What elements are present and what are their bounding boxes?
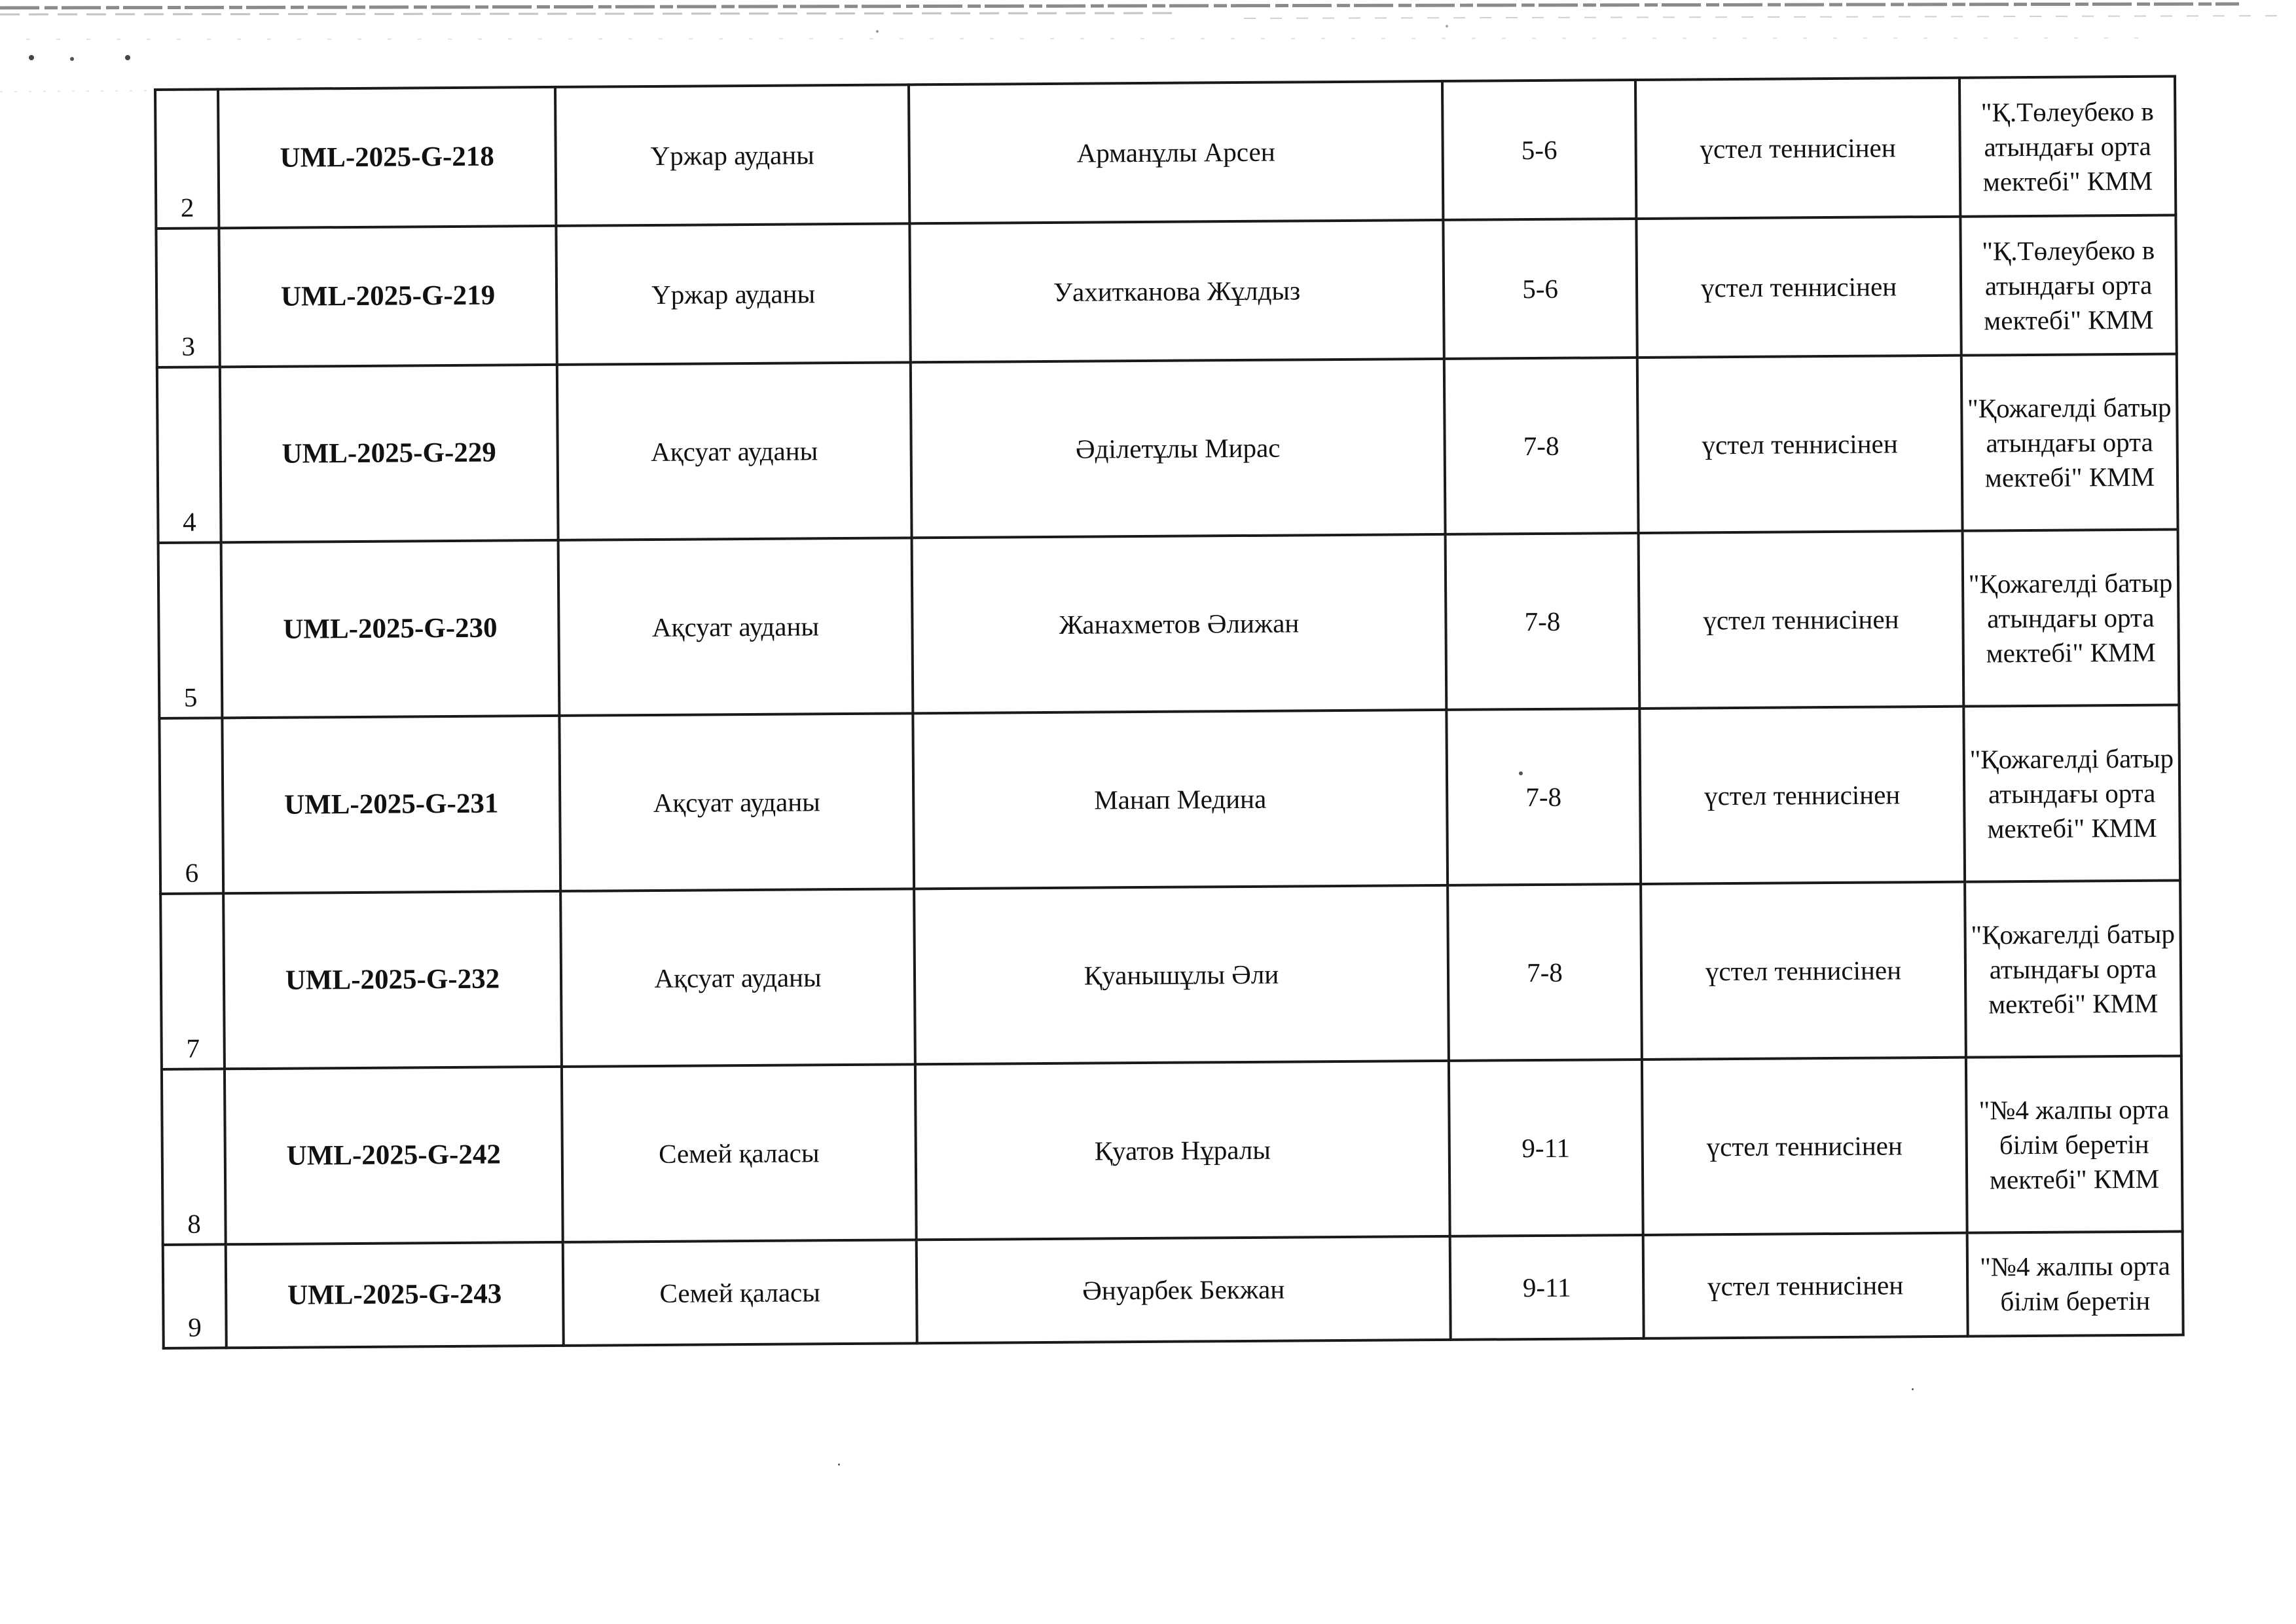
grade: 9-11	[1449, 1060, 1643, 1236]
grade: 9-11	[1450, 1235, 1644, 1340]
subject: үстел теннисінен	[1635, 78, 1960, 219]
school	[1967, 1231, 2183, 1336]
subject: үстел теннисінен	[1636, 217, 1961, 358]
row-number: 9	[163, 1244, 227, 1348]
participant-code: UML-2025-G-243	[226, 1242, 564, 1348]
subject: үстел теннисінен	[1643, 1233, 1968, 1338]
row-number: 7	[160, 893, 225, 1069]
grade: 5-6	[1442, 80, 1636, 220]
subject: үстел теннисінен	[1642, 1058, 1967, 1235]
district: Үржар ауданы	[555, 84, 909, 226]
table-row	[162, 1056, 2183, 1244]
participant-name: Жанахметов Әлижан	[912, 534, 1447, 713]
school-text: "Қожагелді батыр атындағы орта мектебі" КММ	[1969, 743, 2174, 843]
table-row	[157, 354, 2178, 543]
district: Ақсуат ауданы	[559, 713, 914, 891]
school	[1966, 1056, 2183, 1232]
participant-name: Әділетұлы Мирас	[911, 359, 1446, 538]
row-number: 2	[155, 89, 219, 229]
participant-name: Уахитканова Жұлдыз	[909, 220, 1444, 362]
participant-code: UML-2025-G-231	[222, 716, 560, 893]
participant-code: UML-2025-G-242	[225, 1067, 563, 1244]
subject: үстел теннисінен	[1641, 882, 1966, 1060]
scan-speck	[1519, 771, 1523, 775]
subject: үстел теннисінен	[1637, 356, 1963, 533]
school	[1963, 530, 2179, 707]
district: Ақсуат ауданы	[560, 889, 915, 1067]
school	[1960, 215, 2176, 356]
school	[1959, 77, 2176, 217]
grade: 7-8	[1446, 709, 1641, 885]
table-row	[155, 77, 2176, 229]
participant-code: UML-2025-G-229	[220, 365, 558, 542]
participant-code: UML-2025-G-230	[221, 540, 560, 718]
participant-name: Арманұлы Арсен	[909, 81, 1443, 223]
school-text: "Қожагелді батыр атындағы орта мектебі" КММ	[1967, 392, 2172, 492]
participant-name: Қуатов Нұралы	[915, 1061, 1450, 1240]
participants-table	[154, 75, 2185, 1350]
district: Семей қаласы	[563, 1240, 917, 1346]
table-row	[159, 705, 2180, 894]
school-text: "Қожагелді батыр атындағы орта мектебі" КММ	[1971, 918, 2176, 1019]
district: Ақсуат ауданы	[557, 362, 912, 540]
table-row	[156, 215, 2176, 367]
participant-name: Әнуарбек Бекжан	[917, 1236, 1451, 1343]
participant-code: UML-2025-G-218	[218, 87, 556, 228]
row-number: 3	[156, 228, 219, 367]
district: Үржар ауданы	[556, 223, 910, 365]
subject: үстел теннисінен	[1639, 707, 1965, 884]
scan-speck	[838, 1464, 840, 1466]
school	[1965, 880, 2181, 1057]
grade: 7-8	[1444, 358, 1639, 534]
district: Семей қаласы	[562, 1064, 917, 1242]
subject: үстел теннисінен	[1639, 531, 1964, 709]
row-number: 5	[158, 542, 223, 718]
district: Ақсуат ауданы	[558, 538, 913, 716]
school-text: "Қ.Төлеубеко в атындағы орта мектебі" КММ	[1982, 234, 2155, 335]
school	[1963, 705, 2180, 882]
school-text: "Қожагелді батыр атындағы орта мектебі" КММ	[1968, 567, 2173, 668]
table-row	[158, 530, 2179, 718]
row-number: 6	[159, 718, 223, 894]
participant-name: Қуанышұлы Әли	[914, 885, 1449, 1064]
school	[1961, 354, 2178, 531]
table-row	[163, 1231, 2183, 1348]
school-text: "№4 жалпы орта білім беретін мектебі" КММ	[1978, 1094, 2170, 1194]
participant-name: Манап Медина	[913, 710, 1448, 889]
school-text: "№4 жалпы орта білім беретін	[1979, 1250, 2171, 1317]
grade: 7-8	[1446, 533, 1640, 710]
school-text: "Қ.Төлеубеко в атындағы орта мектебі" КММ	[1980, 96, 2154, 196]
row-number: 8	[162, 1069, 226, 1245]
row-number: 4	[157, 367, 221, 543]
grade: 5-6	[1443, 219, 1637, 359]
participant-code: UML-2025-G-232	[223, 891, 562, 1069]
scan-speck	[1912, 1388, 1914, 1390]
participant-code: UML-2025-G-219	[219, 226, 556, 367]
table-row	[160, 880, 2181, 1069]
grade: 7-8	[1448, 884, 1642, 1061]
